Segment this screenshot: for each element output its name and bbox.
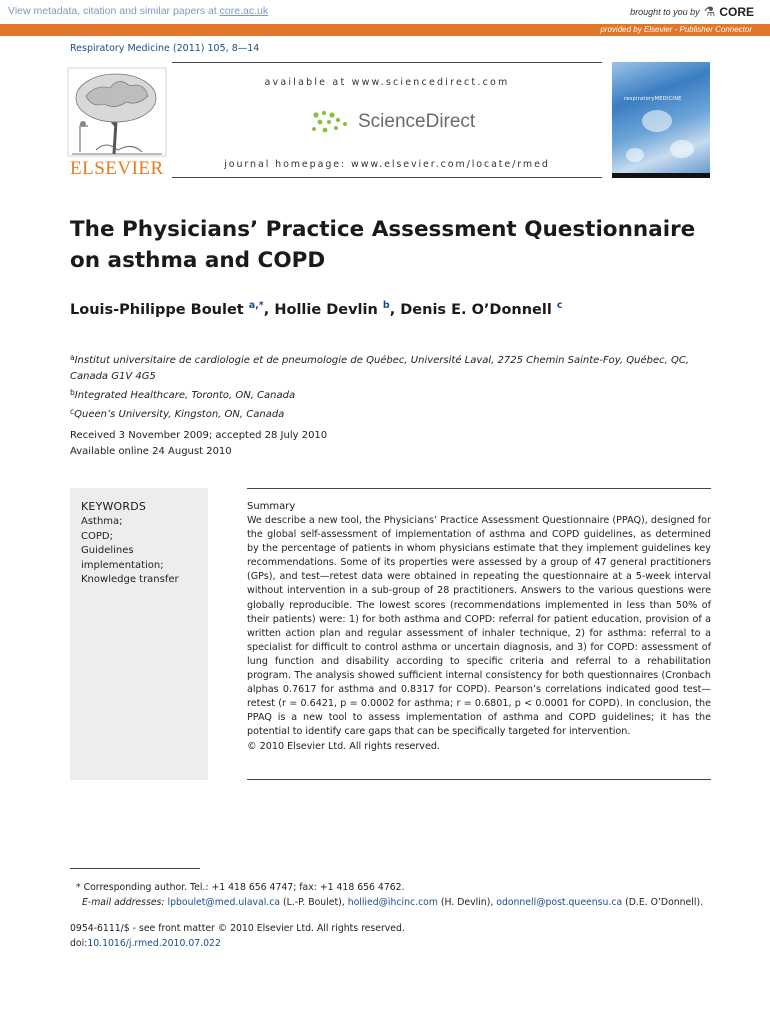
doi-label: doi: xyxy=(70,938,88,949)
abstract-body: We describe a new tool, the Physicians’ Practice Assessment Questionnaire (PPAQ), designed for the global self-assessment of implementation of asthma and COPD guidelines, as determined by the percentage of patients in whom physicians estimate that they implement guidelines key recommendations. Some of its properties were assessed by a group of 47 general practitioners (GPs), and test—retest data were obtained in repeating the questionnaire at a 5-week interval without intervention in a sub-group of 28 practitioners. Answers to the various questions were globally reproducible. The lowest scores (recommendations implemented in less than 50% of their patients) were: 1) for both asthma and COPD: referral for patient education, provision of a written action plan and regular assessment of inhaler technique, 2) for asthma: referral to a specialist for difficult to control asthma or uncertain diagnosis, and 3) for COPD: assessment of lung function and disability according to specific criteria and referral to a rehabilitation program. The analysis showed sufficient internal consistency for both questionnaires (Cronbach alphas 0.7617 for asthma and 0.8317 for COPD). Pearson’s correlations indicated good test—retest (r = 0.6421, p = 0.0002 for asthma; r = 0.6801, p < 0.0001 for COPD). In conclusion, the PPAQ is a new tool to assess implementation of asthma and COPD guidelines; it has the potential to identify care gaps that can be specifically targeted for intervention. xyxy=(247,515,711,738)
core-logo-text: CORE xyxy=(719,5,754,19)
journal-masthead xyxy=(172,62,602,178)
cover-cell-shape xyxy=(670,140,694,158)
affiliation-text: Integrated Healthcare, Toronto, ON, Canada xyxy=(74,390,296,401)
abstract-section xyxy=(247,488,711,780)
elsevier-publisher-logo: ELSEVIER xyxy=(70,158,164,179)
keyword-item: Knowledge transfer xyxy=(81,574,179,585)
author-affiliation-marker[interactable]: c xyxy=(556,300,563,311)
journal-reference: Respiratory Medicine (2011) 105, 8—14 xyxy=(70,43,260,54)
journal-homepage-text[interactable]: journal homepage: www.elsevier.com/locate/rmed xyxy=(224,159,550,170)
abstract-copyright: © 2010 Elsevier Ltd. All rights reserved. xyxy=(247,740,441,752)
article-title-line-2: on asthma and COPD xyxy=(70,248,326,273)
brought-to-you-label: brought to you by xyxy=(630,7,700,17)
doi-link[interactable]: 10.1016/j.rmed.2010.07.022 xyxy=(87,938,221,949)
provider-bar xyxy=(0,24,770,36)
article-dates xyxy=(70,428,327,460)
article-title-line-1: The Physicians’ Practice Assessment Questionnaire xyxy=(70,217,696,242)
core-banner xyxy=(0,0,770,24)
sciencedirect-wordmark: ScienceDirect xyxy=(358,111,476,132)
available-at-text: available at www.sciencedirect.com xyxy=(264,77,510,88)
affiliation-marker: b xyxy=(70,388,75,397)
abstract-heading: Summary xyxy=(247,501,296,512)
affiliation-item xyxy=(70,404,730,423)
issn-block xyxy=(70,921,405,951)
provider-text: provided by Elsevier - Publisher Connector xyxy=(600,25,752,34)
corresponding-author-footnote xyxy=(76,880,726,910)
online-date: Available online 24 August 2010 xyxy=(70,446,232,457)
journal-cover-image xyxy=(612,62,710,178)
author-separator: , xyxy=(389,302,401,318)
affiliation-marker: a xyxy=(70,353,75,362)
email-line xyxy=(76,895,726,910)
sciencedirect-logo[interactable] xyxy=(310,109,475,135)
core-metadata-text xyxy=(8,5,268,17)
keywords-box xyxy=(70,488,208,780)
author-name: Louis-Philippe Boulet xyxy=(70,302,244,318)
keyword-item: Asthma; xyxy=(81,516,123,527)
core-brand[interactable] xyxy=(630,4,754,20)
doi-line xyxy=(70,936,405,951)
received-date: Received 3 November 2009; accepted 28 July 2010 xyxy=(70,430,328,441)
affiliation-item xyxy=(70,350,730,385)
author-list xyxy=(70,300,563,318)
keywords-heading: KEYWORDS xyxy=(81,500,147,513)
core-link[interactable]: core.ac.uk xyxy=(219,5,269,17)
author-name: Hollie Devlin xyxy=(274,302,378,318)
email-link[interactable]: hollied@ihcinc.com xyxy=(347,897,438,908)
email-owner: (L.-P. Boulet), xyxy=(283,897,345,908)
core-metadata-label: View metadata, citation and similar papers at xyxy=(8,5,217,17)
keyword-item: implementation; xyxy=(81,559,164,571)
author-name: Denis E. O’Donnell xyxy=(400,302,552,318)
author-affiliation-marker[interactable]: a,* xyxy=(248,300,264,311)
affiliation-text: Queen’s University, Kingston, ON, Canada xyxy=(74,409,285,420)
cover-cell-shape xyxy=(626,148,644,162)
email-label: E-mail addresses: xyxy=(82,897,165,908)
footnote-divider xyxy=(70,868,200,869)
email-owner: (D.E. O’Donnell). xyxy=(625,897,704,908)
cover-journal-title: respiratoryMEDICINE xyxy=(624,96,682,102)
email-link[interactable]: lpboulet@med.ulaval.ca xyxy=(167,897,281,908)
email-owner: (H. Devlin), xyxy=(440,897,494,908)
email-link[interactable]: odonnell@post.queensu.ca xyxy=(496,897,623,908)
affiliation-text: Institut universitaire de cardiologie et de pneumologie de Québec, Université Laval, 2725 Chemin Sainte-Foy, Québec, QC, Canada G1V 4G5 xyxy=(70,355,690,382)
corresponding-author-line: * Corresponding author. Tel.: +1 418 656 4747; fax: +1 418 656 4762. xyxy=(76,882,405,893)
affiliation-list xyxy=(70,350,730,423)
keyword-item: COPD; xyxy=(81,530,113,542)
affiliation-item xyxy=(70,385,730,404)
front-matter-line: 0954-6111/$ - see front matter © 2010 Elsevier Ltd. All rights reserved. xyxy=(70,923,405,934)
article-title xyxy=(70,214,730,276)
author-separator: , xyxy=(263,302,275,318)
keyword-item: Guidelines xyxy=(81,545,134,556)
affiliation-marker: c xyxy=(70,407,75,416)
sciencedirect-dots-icon xyxy=(310,109,354,135)
core-logo-icon: ⚗ xyxy=(703,4,716,19)
author-affiliation-marker[interactable]: b xyxy=(382,300,390,311)
cover-cell-shape xyxy=(642,110,672,132)
cover-bottom-bar xyxy=(612,173,710,178)
